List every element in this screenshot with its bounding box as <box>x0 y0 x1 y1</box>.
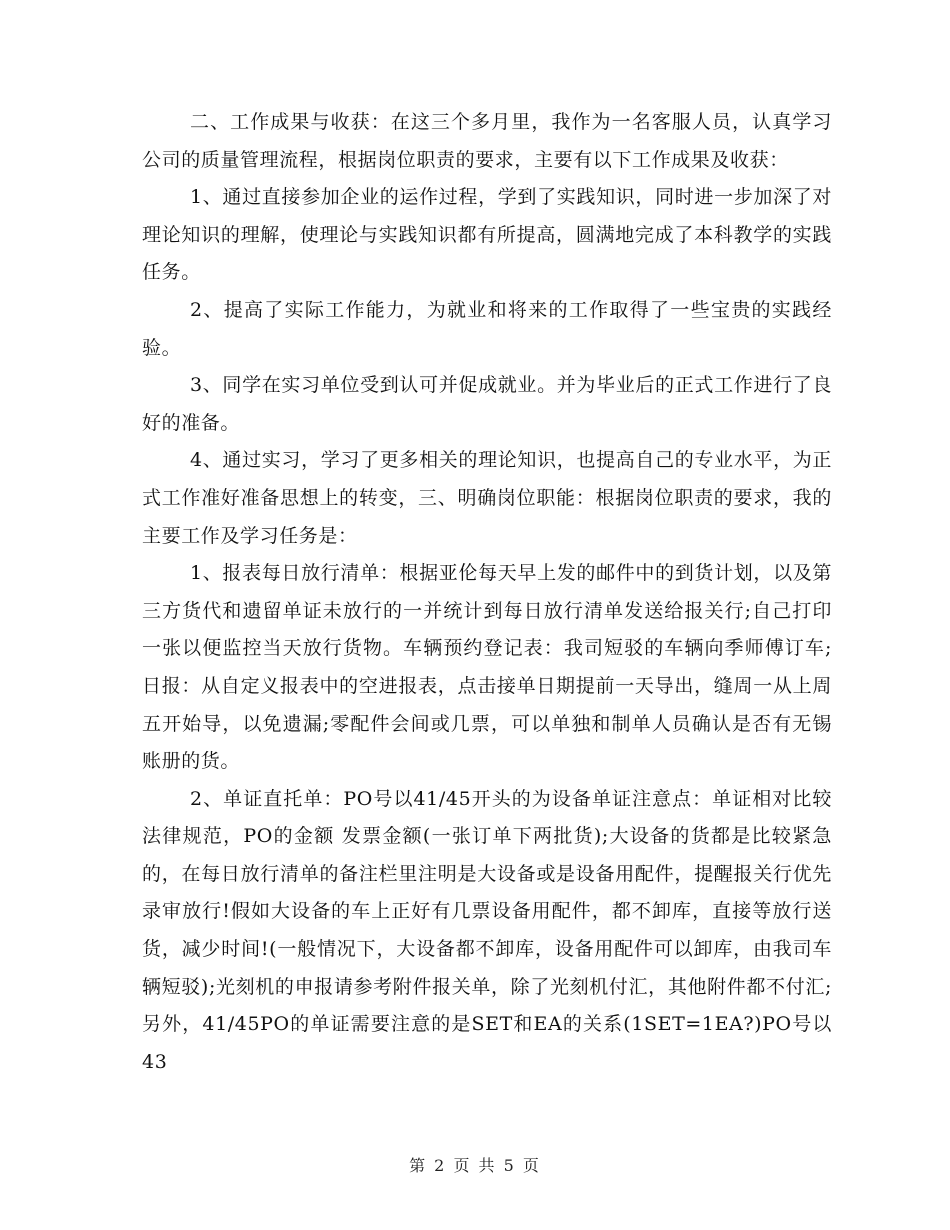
paragraph-result-1: 1、通过直接参加企业的运作过程，学到了实践知识，同时进一步加深了对理论知识的理解，使理论与实践知识都有所提高，圆满地完成了本科教学的实践任务。 <box>142 186 832 284</box>
paragraph-work-results: 二、工作成果与收获：在这三个多月里，我作为一名客服人员，认真学习公司的质量管理流程，根据岗位职责的要求，主要有以下工作成果及收获： <box>142 111 832 171</box>
paragraph-result-2: 2、提高了实际工作能力，为就业和将来的工作取得了一些宝贵的实践经验。 <box>142 298 832 359</box>
document-body <box>142 104 832 1081</box>
paragraph-result-3: 3、同学在实习单位受到认可并促成就业。并为毕业后的正式工作进行了良好的准备。 <box>142 374 832 434</box>
paragraph-result-4: 4、通过实习，学习了更多相关的理论知识，也提高自己的专业水平，为正式工作准好准备思想上的转变，三、明确岗位职能：根据岗位职责的要求，我的主要工作及学习任务是： <box>142 449 832 547</box>
page-number-label: 第 2 页 共 5 页 <box>409 1156 541 1175</box>
paragraph-task-2: 2、单证直托单：PO号以41/45开头的为设备单证注意点：单证相对比较法律规范，PO的金额 发票金额(一张订单下两批货);大设备的货都是比较紧急的，在每日放行清单的备注栏里注明是大设备或是设备用配件，提醒报关行优先录审放行!假如大设备的车上正好有几票设备用配件，都不卸库，直接等放行送货，减少时间!(一般情况下，大设备都不卸库，设备用配件可以卸库，由我司车辆短驳);光刻机的申报请参考附件报关单，除了光刻机付汇，其他附件都不付汇;另外，41/45PO的单证需要注意的是SET和EA的关系(1SET=1EA?)PO号以43 <box>142 787 832 1073</box>
paragraph-task-1: 1、报表每日放行清单：根据亚伦每天早上发的邮件中的到货计划，以及第三方货代和遗留单证未放行的一并统计到每日放行清单发送给报关行;自己打印一张以便监控当天放行货物。车辆预约登记表：我司短驳的车辆向季师傅订车;日报：从自定义报表中的空进报表，点击接单日期提前一天导出，缝周一从上周五开始导，以免遗漏;零配件会间或几票，可以单独和制单人员确认是否有无锡账册的货。 <box>142 562 832 773</box>
page-footer <box>0 1153 950 1176</box>
